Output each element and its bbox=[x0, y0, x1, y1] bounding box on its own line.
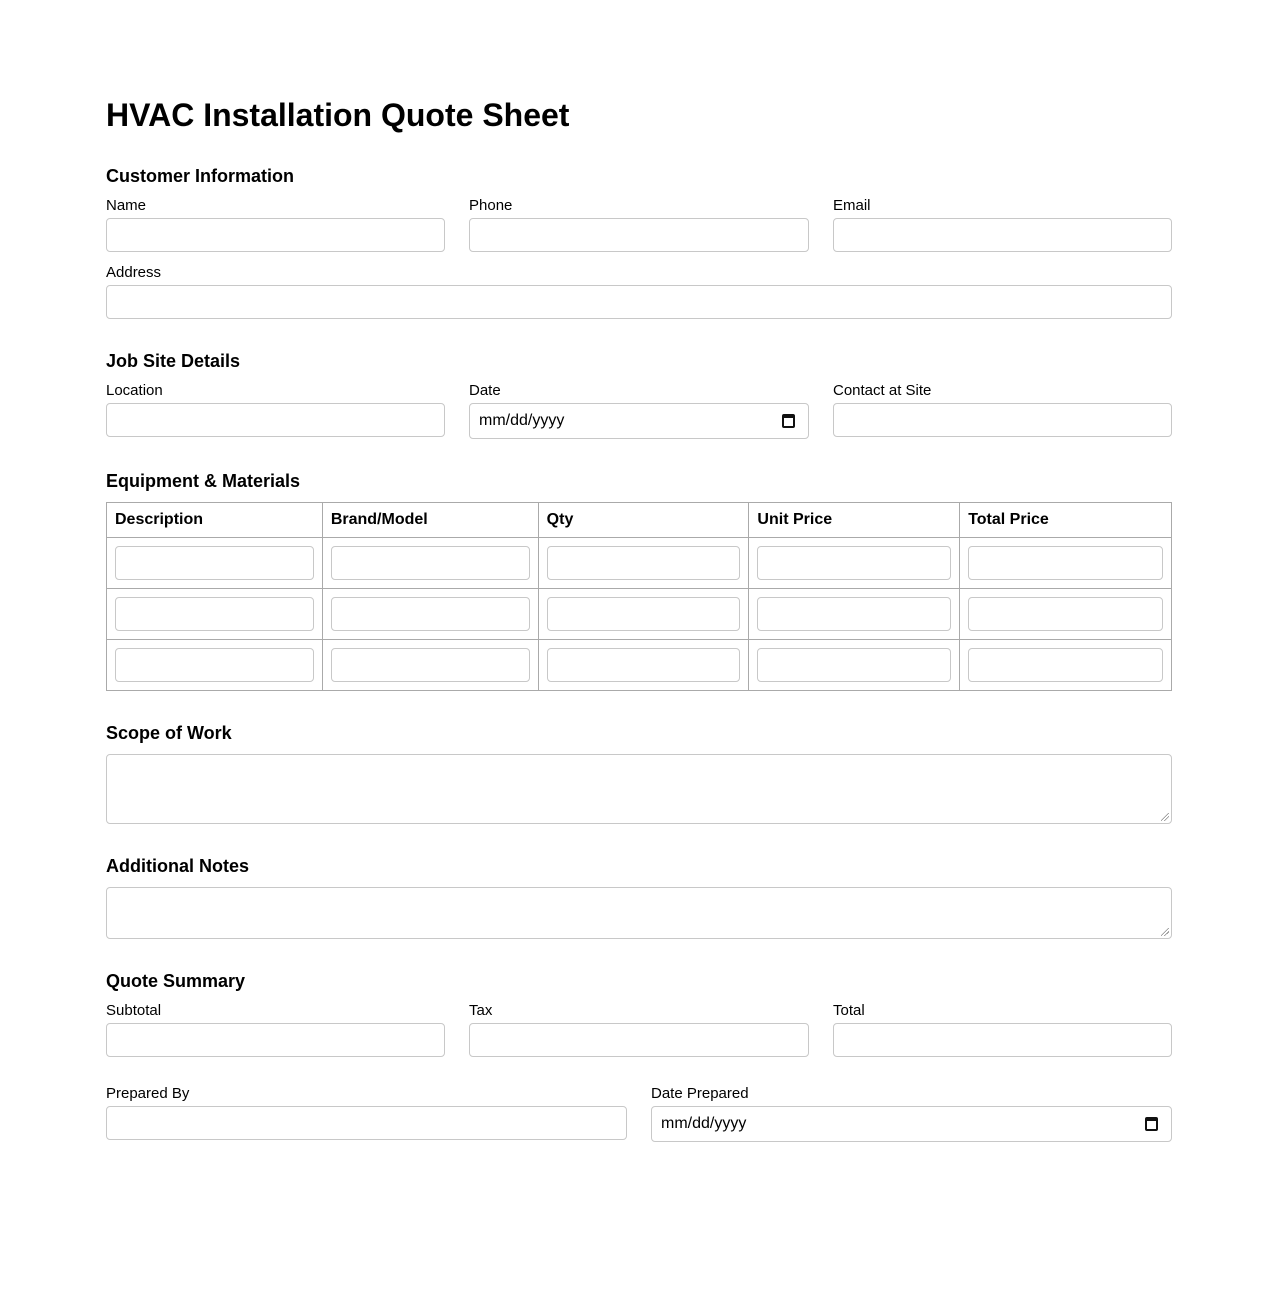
calendar-icon[interactable] bbox=[1145, 1117, 1158, 1131]
qty-input[interactable] bbox=[547, 597, 741, 631]
location-input[interactable] bbox=[106, 403, 445, 437]
name-label: Name bbox=[106, 197, 147, 214]
prepared-by-label: Prepared By bbox=[106, 1085, 190, 1102]
resize-handle-icon[interactable] bbox=[1161, 813, 1169, 821]
section-equipment-materials: Equipment & Materials bbox=[106, 471, 301, 491]
phone-input[interactable] bbox=[469, 218, 809, 252]
email-input[interactable] bbox=[833, 218, 1172, 252]
total-price-input[interactable] bbox=[968, 648, 1163, 682]
total-price-input[interactable] bbox=[968, 546, 1163, 580]
tax-input[interactable] bbox=[469, 1023, 809, 1057]
subtotal-input[interactable] bbox=[106, 1023, 445, 1057]
equipment-table bbox=[106, 502, 1172, 691]
unit-price-input[interactable] bbox=[757, 648, 951, 682]
page-title: HVAC Installation Quote Sheet bbox=[106, 97, 570, 133]
total-price-input[interactable] bbox=[968, 597, 1163, 631]
brand-model-input[interactable] bbox=[331, 546, 530, 580]
table-row bbox=[107, 538, 1172, 589]
total-label: Total bbox=[833, 1002, 865, 1019]
date-prepared-label: Date Prepared bbox=[651, 1085, 749, 1102]
date-label: Date bbox=[469, 382, 501, 399]
total-input[interactable] bbox=[833, 1023, 1172, 1057]
qty-input[interactable] bbox=[547, 648, 741, 682]
section-additional-notes: Additional Notes bbox=[106, 856, 249, 876]
date-input[interactable] bbox=[469, 403, 809, 439]
additional-notes-textarea[interactable] bbox=[106, 887, 1172, 939]
resize-handle-icon[interactable] bbox=[1161, 928, 1169, 936]
unit-price-input[interactable] bbox=[757, 597, 951, 631]
description-input[interactable] bbox=[115, 597, 314, 631]
tax-label: Tax bbox=[469, 1002, 493, 1019]
section-job-site-details: Job Site Details bbox=[106, 351, 241, 371]
section-customer-information: Customer Information bbox=[106, 166, 295, 186]
prepared-by-input[interactable] bbox=[106, 1106, 627, 1140]
phone-label: Phone bbox=[469, 197, 513, 214]
address-input[interactable] bbox=[106, 285, 1172, 319]
description-input[interactable] bbox=[115, 546, 314, 580]
date-placeholder: mm/dd/yyyy bbox=[479, 412, 565, 429]
column-header-total-price: Total Price bbox=[960, 503, 1172, 538]
scope-of-work-textarea[interactable] bbox=[106, 754, 1172, 824]
date-prepared-placeholder: mm/dd/yyyy bbox=[661, 1115, 747, 1132]
location-label: Location bbox=[106, 382, 163, 399]
brand-model-input[interactable] bbox=[331, 597, 530, 631]
table-row bbox=[107, 640, 1172, 691]
email-label: Email bbox=[833, 197, 871, 214]
column-header-qty: Qty bbox=[538, 503, 749, 538]
section-quote-summary: Quote Summary bbox=[106, 971, 246, 991]
table-row bbox=[107, 589, 1172, 640]
column-header-unit-price: Unit Price bbox=[749, 503, 960, 538]
name-input[interactable] bbox=[106, 218, 445, 252]
table-header-row bbox=[107, 503, 1172, 538]
brand-model-input[interactable] bbox=[331, 648, 530, 682]
address-label: Address bbox=[106, 264, 162, 281]
contact-at-site-input[interactable] bbox=[833, 403, 1172, 437]
unit-price-input[interactable] bbox=[757, 546, 951, 580]
contact-at-site-label: Contact at Site bbox=[833, 382, 932, 399]
qty-input[interactable] bbox=[547, 546, 741, 580]
description-input[interactable] bbox=[115, 648, 314, 682]
section-scope-of-work: Scope of Work bbox=[106, 723, 232, 743]
column-header-brand-model: Brand/Model bbox=[322, 503, 538, 538]
subtotal-label: Subtotal bbox=[106, 1002, 162, 1019]
calendar-icon[interactable] bbox=[782, 414, 795, 428]
column-header-description: Description bbox=[107, 503, 323, 538]
date-prepared-input[interactable] bbox=[651, 1106, 1172, 1142]
